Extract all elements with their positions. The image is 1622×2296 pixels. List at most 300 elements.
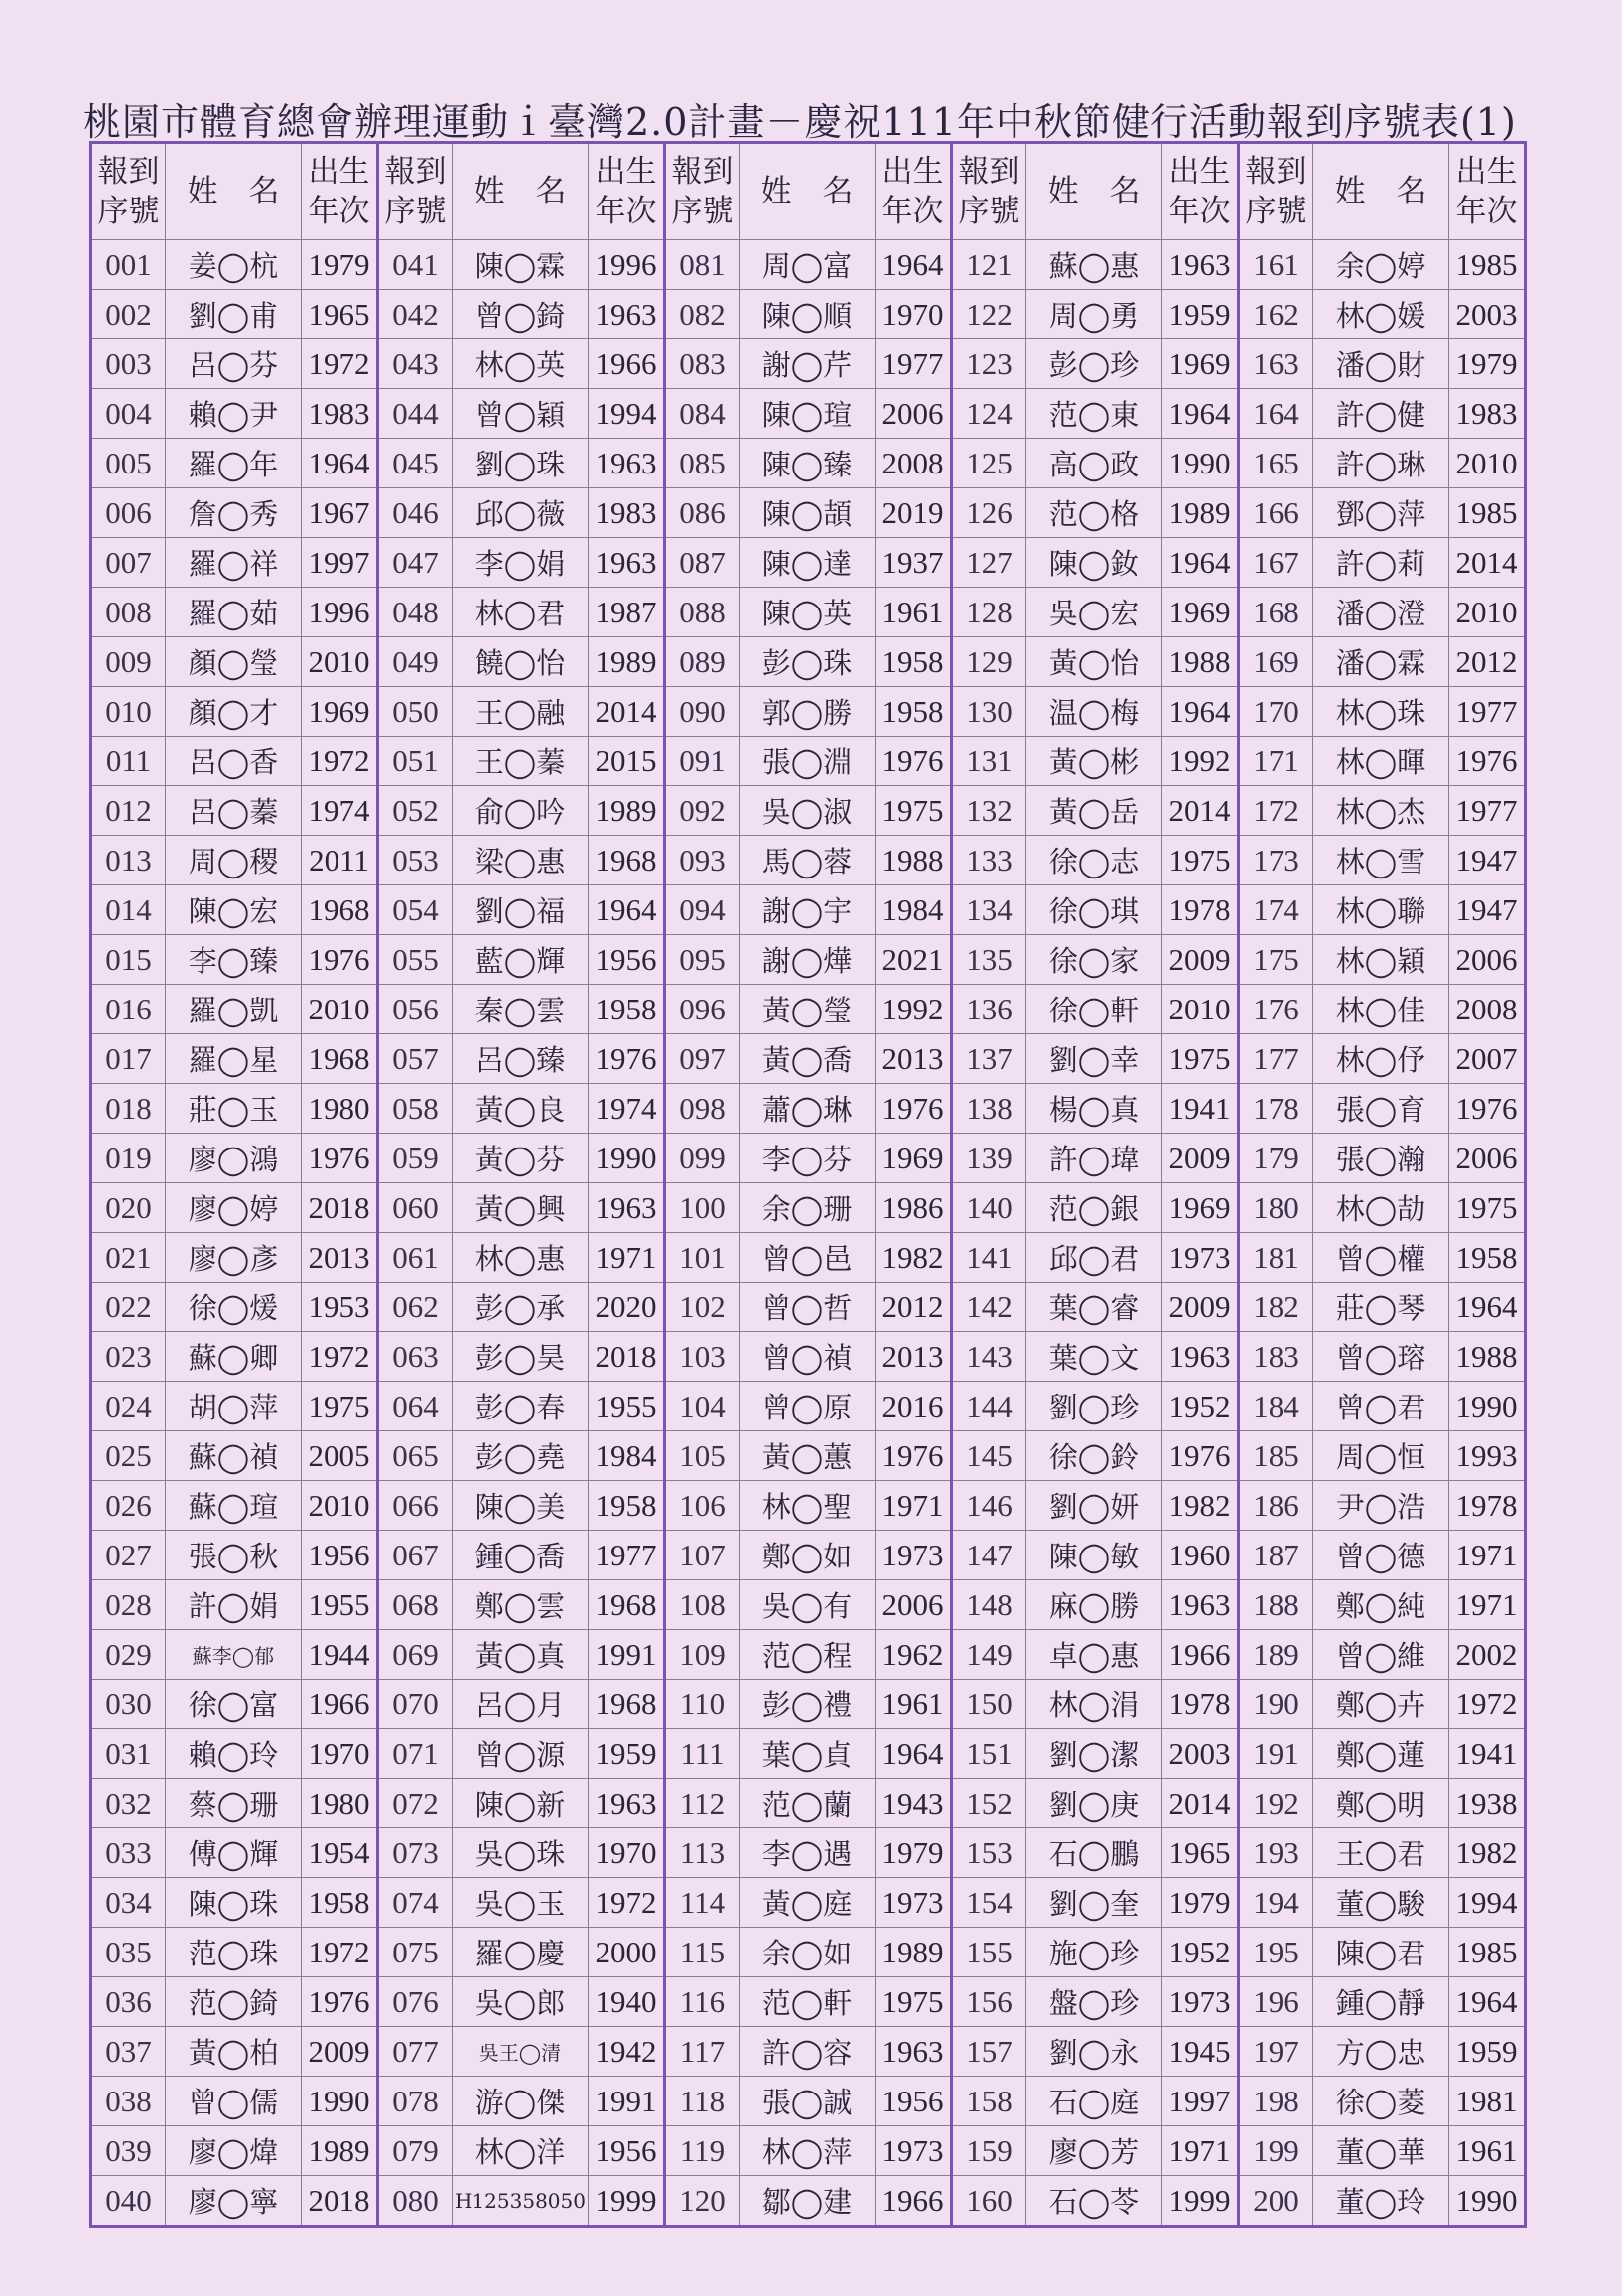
- participant-name-cell: 游◯傑: [453, 2077, 589, 2126]
- table-row: [91, 1382, 1526, 1431]
- participant-name-cell: 曾◯君: [1313, 1382, 1449, 1431]
- sequence-number-cell: 120: [665, 2176, 740, 2227]
- participant-name-cell: 石◯苓: [1026, 2176, 1162, 2227]
- sequence-number-cell: 109: [665, 1630, 740, 1680]
- birth-year-cell: 1964: [1449, 1977, 1526, 2027]
- participant-name-cell: 黃◯庭: [740, 1878, 876, 1928]
- birth-year-cell: 1976: [302, 1977, 378, 2027]
- sequence-number-cell: 063: [378, 1332, 453, 1382]
- sequence-number-cell: 058: [378, 1084, 453, 1134]
- birth-year-cell: 2008: [876, 439, 952, 488]
- sequence-number-cell: 135: [952, 935, 1026, 985]
- birth-year-cell: 1989: [589, 786, 665, 836]
- sequence-number-cell: 179: [1239, 1134, 1313, 1183]
- sequence-number-cell: 156: [952, 1977, 1026, 2027]
- participant-name-cell: 葉◯睿: [1026, 1283, 1162, 1332]
- sequence-number-cell: 115: [665, 1928, 740, 1977]
- participant-name-cell: 梁◯惠: [453, 836, 589, 885]
- participant-name-cell: 蘇◯瑄: [166, 1481, 302, 1531]
- sequence-number-cell: 062: [378, 1283, 453, 1332]
- birth-year-cell: 1974: [302, 786, 378, 836]
- birth-year-cell: 1964: [876, 240, 952, 290]
- birth-year-cell: 2010: [302, 985, 378, 1034]
- sequence-number-cell: 136: [952, 985, 1026, 1034]
- participant-name-cell: 藍◯輝: [453, 935, 589, 985]
- birth-year-cell: 1989: [589, 637, 665, 687]
- participant-name-cell: 李◯芬: [740, 1134, 876, 1183]
- participant-name-cell: 范◯錡: [166, 1977, 302, 2027]
- birth-year-cell: 2019: [876, 488, 952, 538]
- participant-name-cell: 林◯聯: [1313, 885, 1449, 935]
- birth-year-cell: 1977: [589, 1531, 665, 1580]
- table-row: [91, 1828, 1526, 1878]
- sequence-number-cell: 160: [952, 2176, 1026, 2227]
- participant-name-cell: 方◯忠: [1313, 2027, 1449, 2077]
- participant-name-cell: 曾◯源: [453, 1729, 589, 1779]
- sequence-number-cell: 148: [952, 1580, 1026, 1630]
- participant-name-cell: 彭◯春: [453, 1382, 589, 1431]
- sequence-number-cell: 175: [1239, 935, 1313, 985]
- participant-name-cell: 劉◯庚: [1026, 1779, 1162, 1828]
- participant-name-cell: 王◯蓁: [453, 737, 589, 786]
- birth-year-cell: 2018: [302, 2176, 378, 2227]
- participant-name-cell: 林◯雪: [1313, 836, 1449, 885]
- sequence-number-cell: 159: [952, 2126, 1026, 2176]
- birth-year-cell: 1963: [876, 2027, 952, 2077]
- birth-year-cell: 1973: [876, 1531, 952, 1580]
- sequence-number-cell: 169: [1239, 637, 1313, 687]
- participant-name-cell: 林◯劼: [1313, 1183, 1449, 1233]
- sequence-number-cell: 009: [91, 637, 166, 687]
- participant-name-cell: 徐◯富: [166, 1680, 302, 1729]
- participant-name-cell: 陳◯釹: [1026, 538, 1162, 588]
- birth-year-cell: 1963: [589, 1779, 665, 1828]
- sequence-number-cell: 189: [1239, 1630, 1313, 1680]
- birth-year-cell: 2010: [1449, 588, 1526, 637]
- participant-name-cell: 劉◯珠: [453, 439, 589, 488]
- participant-name-cell: 曾◯穎: [453, 389, 589, 439]
- sequence-number-cell: 114: [665, 1878, 740, 1928]
- sequence-number-cell: 022: [91, 1283, 166, 1332]
- table-row: [91, 1779, 1526, 1828]
- sequence-number-cell: 121: [952, 240, 1026, 290]
- sequence-number-cell: 006: [91, 488, 166, 538]
- table-row: [91, 2027, 1526, 2077]
- sequence-number-cell: 007: [91, 538, 166, 588]
- sequence-number-cell: 050: [378, 687, 453, 737]
- birth-year-cell: 1976: [876, 1431, 952, 1481]
- sequence-number-cell: 053: [378, 836, 453, 885]
- sequence-number-cell: 099: [665, 1134, 740, 1183]
- sequence-number-cell: 016: [91, 985, 166, 1034]
- participant-name-cell: 曾◯瑢: [1313, 1332, 1449, 1382]
- sequence-number-cell: 165: [1239, 439, 1313, 488]
- participant-name-cell: 張◯淵: [740, 737, 876, 786]
- sequence-number-cell: 144: [952, 1382, 1026, 1431]
- birth-year-cell: 1985: [1449, 1928, 1526, 1977]
- sequence-number-cell: 011: [91, 737, 166, 786]
- participant-name-cell: 黃◯彬: [1026, 737, 1162, 786]
- participant-name-cell: 陳◯新: [453, 1779, 589, 1828]
- birth-year-cell: 1990: [1449, 2176, 1526, 2227]
- sequence-number-cell: 173: [1239, 836, 1313, 885]
- birth-year-cell: 1961: [876, 588, 952, 637]
- birth-year-cell: 1986: [876, 1183, 952, 1233]
- participant-name-cell: 許◯琳: [1313, 439, 1449, 488]
- participant-name-cell: 劉◯潔: [1026, 1729, 1162, 1779]
- birth-year-cell: 1994: [589, 389, 665, 439]
- participant-name-cell: 范◯銀: [1026, 1183, 1162, 1233]
- birth-year-cell: 1970: [589, 1828, 665, 1878]
- sequence-number-cell: 079: [378, 2126, 453, 2176]
- participant-name-cell: 謝◯燁: [740, 935, 876, 985]
- birth-year-cell: 1958: [302, 1878, 378, 1928]
- birth-year-cell: 1952: [1162, 1928, 1239, 1977]
- sequence-number-cell: 043: [378, 339, 453, 389]
- participant-name-cell: 廖◯寧: [166, 2176, 302, 2227]
- birth-year-cell: 1964: [589, 885, 665, 935]
- participant-name-cell: 徐◯琪: [1026, 885, 1162, 935]
- sequence-number-cell: 183: [1239, 1332, 1313, 1382]
- sequence-number-cell: 176: [1239, 985, 1313, 1034]
- participant-name-cell: 林◯穎: [1313, 935, 1449, 985]
- sequence-number-cell: 124: [952, 389, 1026, 439]
- participant-name-cell: 陳◯君: [1313, 1928, 1449, 1977]
- participant-name-cell: 陳◯敏: [1026, 1531, 1162, 1580]
- participant-name-cell: 林◯佳: [1313, 985, 1449, 1034]
- table-row: [91, 1233, 1526, 1283]
- birth-year-cell: 1966: [876, 2176, 952, 2227]
- header-year-5: 出生年次: [1449, 143, 1526, 240]
- participant-name-cell: 陳◯美: [453, 1481, 589, 1531]
- birth-year-cell: 1970: [876, 290, 952, 339]
- sequence-number-cell: 036: [91, 1977, 166, 2027]
- table-row: [91, 389, 1526, 439]
- sequence-number-cell: 090: [665, 687, 740, 737]
- header-year-1: 出生年次: [302, 143, 378, 240]
- participant-name-cell: 羅◯星: [166, 1034, 302, 1084]
- table-row: [91, 1332, 1526, 1382]
- birth-year-cell: 1958: [589, 985, 665, 1034]
- sequence-number-cell: 028: [91, 1580, 166, 1630]
- sequence-number-cell: 018: [91, 1084, 166, 1134]
- birth-year-cell: 1937: [876, 538, 952, 588]
- sequence-number-cell: 067: [378, 1531, 453, 1580]
- header-seq-1: 報到序號: [91, 143, 166, 240]
- header-name-1: 姓 名: [166, 143, 302, 240]
- sequence-number-cell: 122: [952, 290, 1026, 339]
- sequence-number-cell: 140: [952, 1183, 1026, 1233]
- participant-name-cell: 蕭◯琳: [740, 1084, 876, 1134]
- birth-year-cell: 1966: [1162, 1630, 1239, 1680]
- birth-year-cell: 1976: [1449, 737, 1526, 786]
- participant-name-cell: 徐◯軒: [1026, 985, 1162, 1034]
- participant-name-cell: 林◯媛: [1313, 290, 1449, 339]
- sequence-number-cell: 060: [378, 1183, 453, 1233]
- birth-year-cell: 2011: [302, 836, 378, 885]
- birth-year-cell: 1996: [302, 588, 378, 637]
- participant-name-cell: 温◯梅: [1026, 687, 1162, 737]
- participant-name-cell: 陳◯英: [740, 588, 876, 637]
- participant-name-cell: 蘇李◯郁: [166, 1630, 302, 1680]
- table-row: [91, 1680, 1526, 1729]
- birth-year-cell: 1958: [589, 1481, 665, 1531]
- birth-year-cell: 2003: [1162, 1729, 1239, 1779]
- birth-year-cell: 2009: [302, 2027, 378, 2077]
- birth-year-cell: 2002: [1449, 1630, 1526, 1680]
- participant-name-cell: H125358050: [453, 2176, 589, 2227]
- sequence-number-cell: 084: [665, 389, 740, 439]
- participant-name-cell: 羅◯茹: [166, 588, 302, 637]
- sequence-number-cell: 074: [378, 1878, 453, 1928]
- sequence-number-cell: 080: [378, 2176, 453, 2227]
- birth-year-cell: 1974: [589, 1084, 665, 1134]
- participant-name-cell: 王◯君: [1313, 1828, 1449, 1878]
- participant-name-cell: 徐◯志: [1026, 836, 1162, 885]
- birth-year-cell: 1988: [876, 836, 952, 885]
- birth-year-cell: 2014: [589, 687, 665, 737]
- sequence-number-cell: 025: [91, 1431, 166, 1481]
- birth-year-cell: 2003: [1449, 290, 1526, 339]
- birth-year-cell: 1978: [1449, 1481, 1526, 1531]
- sequence-number-cell: 072: [378, 1779, 453, 1828]
- sequence-number-cell: 048: [378, 588, 453, 637]
- birth-year-cell: 1963: [1162, 240, 1239, 290]
- sequence-number-cell: 112: [665, 1779, 740, 1828]
- header-seq-5: 報到序號: [1239, 143, 1313, 240]
- sequence-number-cell: 132: [952, 786, 1026, 836]
- sequence-number-cell: 031: [91, 1729, 166, 1779]
- participant-name-cell: 陳◯順: [740, 290, 876, 339]
- birth-year-cell: 1977: [876, 339, 952, 389]
- participant-name-cell: 顏◯瑩: [166, 637, 302, 687]
- participant-name-cell: 麻◯勝: [1026, 1580, 1162, 1630]
- birth-year-cell: 1952: [1162, 1382, 1239, 1431]
- birth-year-cell: 1972: [302, 1928, 378, 1977]
- birth-year-cell: 1963: [589, 439, 665, 488]
- birth-year-cell: 2014: [1449, 538, 1526, 588]
- birth-year-cell: 1977: [1449, 786, 1526, 836]
- birth-year-cell: 1983: [302, 389, 378, 439]
- sequence-number-cell: 150: [952, 1680, 1026, 1729]
- birth-year-cell: 2008: [1449, 985, 1526, 1034]
- participant-name-cell: 鄭◯純: [1313, 1580, 1449, 1630]
- sequence-number-cell: 026: [91, 1481, 166, 1531]
- sequence-number-cell: 047: [378, 538, 453, 588]
- participant-name-cell: 姜◯杭: [166, 240, 302, 290]
- participant-name-cell: 周◯富: [740, 240, 876, 290]
- birth-year-cell: 1969: [302, 687, 378, 737]
- participant-name-cell: 張◯秋: [166, 1531, 302, 1580]
- participant-name-cell: 吳◯郎: [453, 1977, 589, 2027]
- participant-name-cell: 曾◯邑: [740, 1233, 876, 1283]
- sequence-number-cell: 131: [952, 737, 1026, 786]
- birth-year-cell: 1975: [302, 1382, 378, 1431]
- birth-year-cell: 2016: [876, 1382, 952, 1431]
- birth-year-cell: 1963: [589, 1183, 665, 1233]
- participant-name-cell: 吳◯淑: [740, 786, 876, 836]
- birth-year-cell: 1992: [1162, 737, 1239, 786]
- birth-year-cell: 1965: [302, 290, 378, 339]
- header-name-2: 姓 名: [453, 143, 589, 240]
- participant-name-cell: 呂◯蓁: [166, 786, 302, 836]
- header-name-4: 姓 名: [1026, 143, 1162, 240]
- participant-name-cell: 彭◯珍: [1026, 339, 1162, 389]
- participant-name-cell: 范◯珠: [166, 1928, 302, 1977]
- sequence-number-cell: 188: [1239, 1580, 1313, 1630]
- sequence-number-cell: 139: [952, 1134, 1026, 1183]
- birth-year-cell: 1979: [876, 1828, 952, 1878]
- participant-name-cell: 廖◯彥: [166, 1233, 302, 1283]
- participant-name-cell: 蘇◯禎: [166, 1431, 302, 1481]
- birth-year-cell: 1972: [1449, 1680, 1526, 1729]
- sequence-number-cell: 155: [952, 1928, 1026, 1977]
- participant-name-cell: 林◯杰: [1313, 786, 1449, 836]
- table-row: [91, 786, 1526, 836]
- sequence-number-cell: 194: [1239, 1878, 1313, 1928]
- birth-year-cell: 1971: [1162, 2126, 1239, 2176]
- birth-year-cell: 1963: [589, 290, 665, 339]
- birth-year-cell: 2015: [589, 737, 665, 786]
- birth-year-cell: 1966: [302, 1680, 378, 1729]
- birth-year-cell: 2021: [876, 935, 952, 985]
- sequence-number-cell: 020: [91, 1183, 166, 1233]
- birth-year-cell: 1972: [302, 1332, 378, 1382]
- sequence-number-cell: 105: [665, 1431, 740, 1481]
- sequence-number-cell: 064: [378, 1382, 453, 1431]
- table-row: [91, 1729, 1526, 1779]
- birth-year-cell: 1947: [1449, 836, 1526, 885]
- birth-year-cell: 1940: [589, 1977, 665, 2027]
- birth-year-cell: 1968: [589, 1580, 665, 1630]
- sequence-number-cell: 083: [665, 339, 740, 389]
- sequence-number-cell: 128: [952, 588, 1026, 637]
- birth-year-cell: 2009: [1162, 1134, 1239, 1183]
- sequence-number-cell: 095: [665, 935, 740, 985]
- sequence-number-cell: 001: [91, 240, 166, 290]
- participant-name-cell: 蘇◯惠: [1026, 240, 1162, 290]
- sequence-number-cell: 196: [1239, 1977, 1313, 2027]
- participant-name-cell: 余◯珊: [740, 1183, 876, 1233]
- header-seq-2: 報到序號: [378, 143, 453, 240]
- participant-name-cell: 曾◯德: [1313, 1531, 1449, 1580]
- sequence-number-cell: 152: [952, 1779, 1026, 1828]
- birth-year-cell: 1964: [1162, 687, 1239, 737]
- sequence-number-cell: 023: [91, 1332, 166, 1382]
- sequence-number-cell: 178: [1239, 1084, 1313, 1134]
- birth-year-cell: 1970: [302, 1729, 378, 1779]
- sequence-number-cell: 118: [665, 2077, 740, 2126]
- birth-year-cell: 2010: [302, 637, 378, 687]
- birth-year-cell: 2013: [876, 1034, 952, 1084]
- participant-name-cell: 劉◯珍: [1026, 1382, 1162, 1431]
- birth-year-cell: 1982: [876, 1233, 952, 1283]
- participant-name-cell: 陳◯霖: [453, 240, 589, 290]
- participant-name-cell: 林◯暉: [1313, 737, 1449, 786]
- sequence-number-cell: 145: [952, 1431, 1026, 1481]
- sequence-number-cell: 107: [665, 1531, 740, 1580]
- sequence-number-cell: 110: [665, 1680, 740, 1729]
- birth-year-cell: 1977: [1449, 687, 1526, 737]
- participant-name-cell: 廖◯煒: [166, 2126, 302, 2176]
- header-year-3: 出生年次: [876, 143, 952, 240]
- sequence-number-cell: 087: [665, 538, 740, 588]
- birth-year-cell: 1984: [589, 1431, 665, 1481]
- table-row: [91, 985, 1526, 1034]
- participant-name-cell: 張◯瀚: [1313, 1134, 1449, 1183]
- sequence-number-cell: 119: [665, 2126, 740, 2176]
- participant-name-cell: 蔡◯珊: [166, 1779, 302, 1828]
- birth-year-cell: 2010: [302, 1481, 378, 1531]
- table-row: [91, 1134, 1526, 1183]
- birth-year-cell: 1999: [589, 2176, 665, 2227]
- birth-year-cell: 1980: [302, 1779, 378, 1828]
- sequence-number-cell: 059: [378, 1134, 453, 1183]
- header-seq-4: 報到序號: [952, 143, 1026, 240]
- sequence-number-cell: 171: [1239, 737, 1313, 786]
- participant-name-cell: 林◯珠: [1313, 687, 1449, 737]
- sequence-number-cell: 004: [91, 389, 166, 439]
- birth-year-cell: 1971: [876, 1481, 952, 1531]
- table-row: [91, 1531, 1526, 1580]
- birth-year-cell: 1990: [1449, 1382, 1526, 1431]
- participant-name-cell: 劉◯永: [1026, 2027, 1162, 2077]
- sequence-number-cell: 085: [665, 439, 740, 488]
- sequence-number-cell: 002: [91, 290, 166, 339]
- birth-year-cell: 2006: [1449, 1134, 1526, 1183]
- birth-year-cell: 1972: [589, 1878, 665, 1928]
- participant-name-cell: 潘◯財: [1313, 339, 1449, 389]
- sequence-number-cell: 198: [1239, 2077, 1313, 2126]
- participant-name-cell: 羅◯年: [166, 439, 302, 488]
- sequence-number-cell: 097: [665, 1034, 740, 1084]
- sequence-number-cell: 032: [91, 1779, 166, 1828]
- table-row: [91, 2176, 1526, 2227]
- birth-year-cell: 1985: [1449, 240, 1526, 290]
- sequence-number-cell: 137: [952, 1034, 1026, 1084]
- sequence-number-cell: 123: [952, 339, 1026, 389]
- sequence-number-cell: 027: [91, 1531, 166, 1580]
- birth-year-cell: 1961: [1449, 2126, 1526, 2176]
- sequence-number-cell: 092: [665, 786, 740, 836]
- participant-name-cell: 尹◯浩: [1313, 1481, 1449, 1531]
- sequence-number-cell: 130: [952, 687, 1026, 737]
- participant-name-cell: 郭◯勝: [740, 687, 876, 737]
- birth-year-cell: 1947: [1449, 885, 1526, 935]
- birth-year-cell: 1973: [1162, 1233, 1239, 1283]
- participant-name-cell: 曾◯權: [1313, 1233, 1449, 1283]
- participant-name-cell: 張◯育: [1313, 1084, 1449, 1134]
- birth-year-cell: 1984: [876, 885, 952, 935]
- sequence-number-cell: 167: [1239, 538, 1313, 588]
- sequence-number-cell: 086: [665, 488, 740, 538]
- birth-year-cell: 1942: [589, 2027, 665, 2077]
- participant-name-cell: 呂◯芬: [166, 339, 302, 389]
- birth-year-cell: 1993: [1449, 1431, 1526, 1481]
- table-row: [91, 588, 1526, 637]
- sequence-number-cell: 054: [378, 885, 453, 935]
- check-in-sequence-table: [89, 141, 1527, 2228]
- sequence-number-cell: 041: [378, 240, 453, 290]
- birth-year-cell: 1987: [589, 588, 665, 637]
- birth-year-cell: 1968: [302, 885, 378, 935]
- birth-year-cell: 1955: [589, 1382, 665, 1431]
- birth-year-cell: 2006: [876, 389, 952, 439]
- participant-name-cell: 潘◯澄: [1313, 588, 1449, 637]
- participant-name-cell: 林◯惠: [453, 1233, 589, 1283]
- participant-name-cell: 林◯英: [453, 339, 589, 389]
- participant-name-cell: 李◯娟: [453, 538, 589, 588]
